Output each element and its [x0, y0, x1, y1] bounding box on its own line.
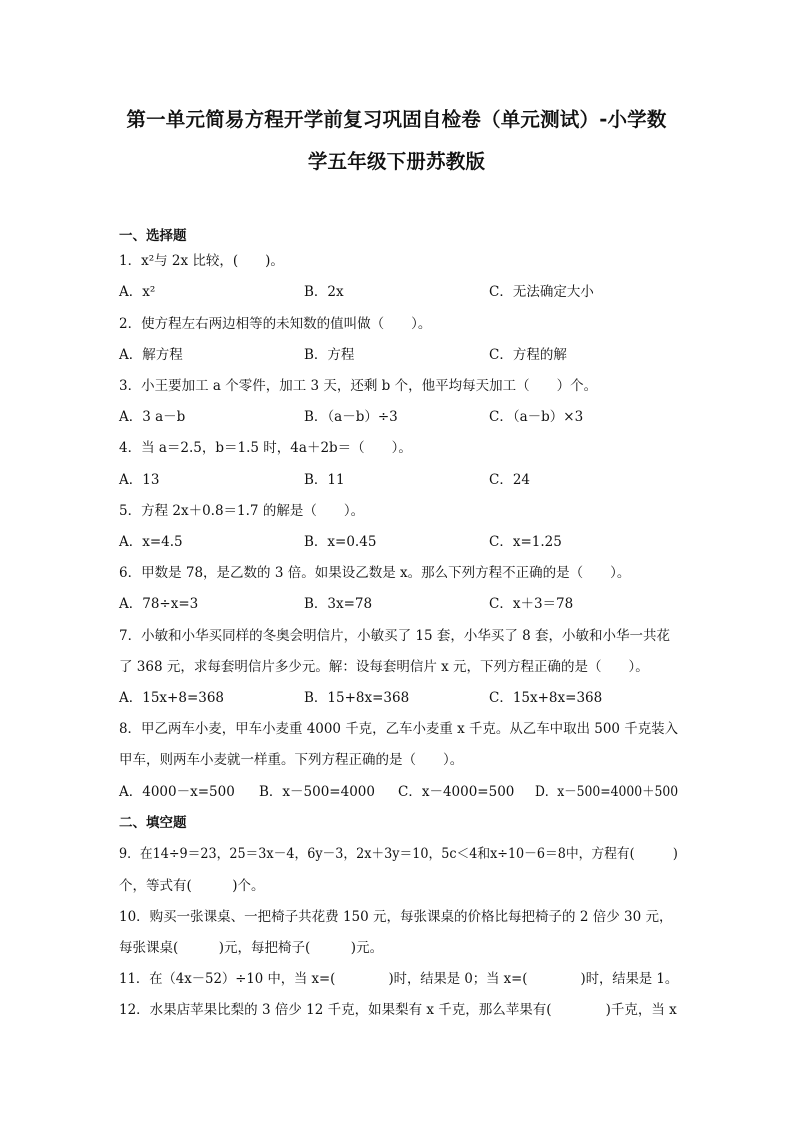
- question-3-stem: 3．小王要加工 a 个零件，加工 3 天，还剩 b 个，他平均每天加工（ ）个。: [119, 378, 598, 394]
- question-4-option-a: A．13: [119, 472, 160, 488]
- question-10-line-1: 10．购买一张课桌、一把椅子共花费 150 元，每张课桌的价格比每把椅子的 2 倍少 30 元，: [119, 909, 673, 925]
- question-2-option-b: B．方程: [304, 347, 355, 363]
- question-8-option-b: B．x－500=4000: [259, 784, 375, 800]
- question-8-option-c: C．x－4000=500: [398, 784, 515, 800]
- question-9-line-1: 9．在14÷9＝23，25＝3x－4，6y－3，2x＋3y＝10，5c＜4和x÷10－6＝8中，方程有( ): [119, 846, 678, 862]
- document-title-line-1: 第一单元简易方程开学前复习巩固自检卷（单元测试）-小学数: [126, 108, 667, 131]
- question-6-option-c: C．x＋3＝78: [489, 596, 574, 612]
- question-1-option-a: A．x²: [119, 284, 156, 300]
- question-4-stem: 4．当 a＝2.5，b＝1.5 时，4a＋2b＝（ ）。: [119, 440, 412, 456]
- question-3-option-b: B．（a－b）÷3: [304, 409, 398, 425]
- question-9-line-2: 个，等式有( )个。: [119, 878, 265, 894]
- question-8-stem-line-1: 8．甲乙两车小麦，甲车小麦重 4000 千克，乙车小麦重 x 千克。从乙车中取出 500 千克装入: [119, 721, 679, 737]
- question-4-option-b: B．11: [304, 472, 345, 488]
- question-1-stem: 1．x²与 2x 比较，( )。: [119, 253, 284, 269]
- question-7-stem-line-2: 了 368 元，求每套明信片多少元。解：设每套明信片 x 元，下列方程正确的是（ ）。: [119, 659, 649, 675]
- section-heading-fill: 二、填空题: [119, 815, 187, 831]
- question-6-stem: 6．甲数是 78，是乙数的 3 倍。如果设乙数是 x。那么下列方程不正确的是（ ）。: [119, 565, 631, 581]
- question-11-line-1: 11．在（4x－52）÷10 中，当 x=( )时，结果是 0；当 x=( )时，结果是 1。: [119, 971, 679, 987]
- question-2-option-c: C．方程的解: [489, 347, 567, 363]
- question-7-option-a: A．15x+8=368: [119, 690, 225, 706]
- question-7-option-c: C．15x+8x=368: [489, 690, 603, 706]
- question-5-option-a: A．x=4.5: [119, 534, 183, 550]
- question-2-stem: 2．使方程左右两边相等的未知数的值叫做（ ）。: [119, 316, 432, 332]
- question-5-option-b: B．x=0.45: [304, 534, 377, 550]
- question-3-option-c: C．（a－b）×3: [489, 409, 584, 425]
- question-1-option-b: B．2x: [304, 284, 344, 300]
- question-6-option-a: A．78÷x=3: [119, 596, 199, 612]
- question-8-stem-line-2: 甲车，则两车小麦就一样重。下列方程正确的是（ ）。: [119, 752, 464, 768]
- question-7-stem-line-1: 7．小敏和小华买同样的冬奥会明信片，小敏买了 15 套，小华买了 8 套，小敏和小华一共花: [119, 628, 671, 644]
- question-12-line-1: 12．水果店苹果比梨的 3 倍少 12 千克，如果梨有 x 千克，那么苹果有( )千克，当 x: [119, 1002, 677, 1018]
- question-6-option-b: B．3x=78: [304, 596, 373, 612]
- question-8-option-a: A．4000－x=500: [119, 784, 235, 800]
- section-heading-choice: 一、选择题: [119, 228, 187, 244]
- question-1-option-c: C．无法确定大小: [489, 284, 594, 300]
- question-5-stem: 5．方程 2x＋0.8＝1.7 的解是（ ）。: [119, 503, 365, 519]
- document-title-line-2: 学五年级下册苏教版: [307, 150, 486, 173]
- question-4-option-c: C．24: [489, 472, 531, 488]
- question-3-option-a: A．3 a－b: [119, 409, 186, 425]
- question-10-line-2: 每张课桌( )元，每把椅子( )元。: [119, 940, 384, 956]
- question-8-option-d: D．x－500=4000＋500: [535, 784, 679, 800]
- question-7-option-b: B．15+8x=368: [304, 690, 410, 706]
- question-2-option-a: A．解方程: [119, 347, 183, 363]
- question-5-option-c: C．x=1.25: [489, 534, 562, 550]
